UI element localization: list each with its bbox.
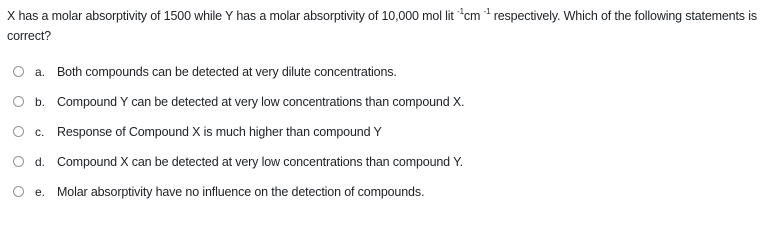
option-label: Compound X can be detected at very low concentrations than compound Y. [57, 155, 463, 169]
radio-button-a[interactable] [13, 66, 24, 77]
question-superscript-2: -1 [483, 6, 491, 16]
question-part-2: cm [463, 9, 484, 23]
option-letter: b. [35, 95, 46, 109]
option-e[interactable] [0, 182, 777, 202]
option-a[interactable] [0, 62, 777, 82]
option-label: Response of Compound X is much higher than compound Y [57, 125, 382, 139]
option-d[interactable] [0, 152, 777, 172]
option-letter: e. [35, 185, 46, 199]
option-letter: d. [35, 155, 46, 169]
option-c[interactable] [0, 122, 777, 142]
question-part-1: X has a molar absorptivity of 1500 while Y has a molar absorptivity of 10,000 mol lit [7, 9, 458, 23]
option-letter: a. [35, 65, 46, 79]
radio-button-b[interactable] [13, 96, 24, 107]
option-letter: c. [35, 125, 45, 139]
option-b[interactable] [0, 92, 777, 112]
radio-button-e[interactable] [13, 186, 24, 197]
question-part-3: respectively. Which of the following statements is correct? [7, 9, 757, 43]
question-text [7, 6, 772, 46]
question-superscript-1: -1 [457, 6, 464, 16]
option-label: Compound Y can be detected at very low concentrations than compound X. [57, 95, 465, 109]
option-label: Both compounds can be detected at very dilute concentrations. [57, 65, 397, 79]
option-label: Molar absorptivity have no influence on the detection of compounds. [57, 185, 425, 199]
radio-button-d[interactable] [13, 156, 24, 167]
radio-button-c[interactable] [13, 126, 24, 137]
